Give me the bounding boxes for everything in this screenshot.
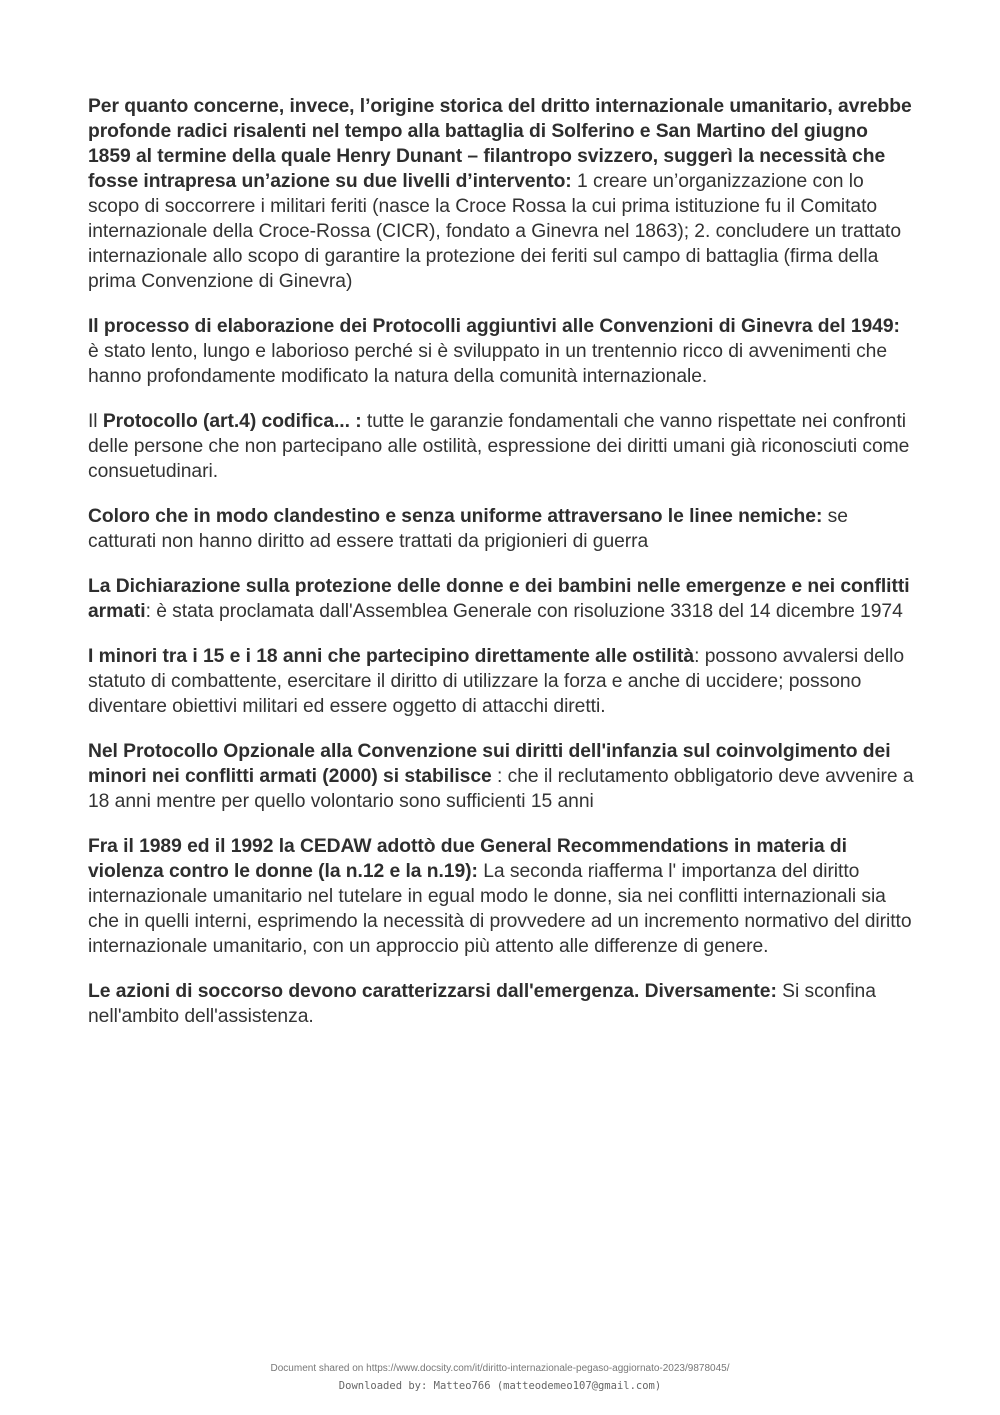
paragraph-text: è stato lento, lungo e laborioso perché si è sviluppato in un trentennio ricco di avvenimenti che hanno profondamente modificato la natura della comunità internazionale. — [88, 341, 888, 387]
paragraph-heading: Coloro che in modo clandestino e senza uniforme attraversano le linee nemiche: — [88, 506, 823, 527]
paragraph-text: : che il reclutamento obbligatorio deve avvenire a 18 anni mentre per quello volontario sono sufficienti 15 anni — [88, 766, 914, 812]
paragraph-azioni-soccorso — [88, 979, 914, 1029]
footer-shared-link[interactable]: Document shared on https://www.docsity.com/it/diritto-internazionale-pegaso-aggiornato-2023/9878045/ — [270, 1363, 730, 1374]
paragraph-heading: Il processo di elaborazione dei Protocolli aggiuntivi alle Convenzioni di Ginevra del 1949: — [88, 316, 900, 337]
paragraph-cedaw — [88, 834, 914, 959]
paragraph-text: Si sconfina nell'ambito dell'assistenza. — [88, 981, 876, 1027]
paragraph-heading: Per quanto concerne, invece, l’origine storica del dritto internazionale umanitario, avrebbe profonde radici risalenti nel tempo alla battaglia di Solferino e San Martino del giugno 1859 al termine della quale Henry Dunant – filantropo svizzero, suggerì la necessità che fosse intrapresa un’azione su due livelli d’intervento: — [88, 96, 912, 192]
paragraph-text: 1 creare un’organizzazione con lo scopo di soccorrere i militari feriti (nasce la Croce Rossa la cui prima istituzione fu il Comitato internazionale della Croce-Rossa (CICR), fondato a Ginevra nel 1863); 2. concludere un trattato internazionale allo scopo di garantire la protezione dei feriti sul campo di battaglia (firma della prima Convenzione di Ginevra) — [88, 171, 902, 292]
paragraph-heading: La Dichiarazione sulla protezione delle donne e dei bambini nelle emergenze e nei conflitti armati — [88, 576, 910, 622]
paragraph-heading: Nel Protocollo Opzionale alla Convenzione sui diritti dell'infanzia sul coinvolgimento dei minori nei conflitti armati (2000) si stabilisce — [88, 741, 891, 787]
paragraph-linee-nemiche — [88, 504, 914, 554]
paragraph-dichiarazione-donne-bambini — [88, 574, 914, 624]
paragraph-text: : possono avvalersi dello statuto di combattente, esercitare il diritto di utilizzare la forza e anche di uccidere; possono diventare obiettivi militari ed essere oggetto di attacchi diretti. — [88, 646, 904, 717]
footer-downloaded-by: Downloaded by: Matteo766 (matteodemeo107@gmail.com) — [338, 1380, 662, 1392]
document-body — [88, 94, 914, 1049]
paragraph-prefix: Il — [88, 411, 103, 432]
paragraph-protocollo-opzionale — [88, 739, 914, 814]
paragraph-heading: Le azioni di soccorso devono caratterizzarsi dall'emergenza. Diversamente: — [88, 981, 777, 1002]
paragraph-protocolli-aggiuntivi — [88, 314, 914, 389]
paragraph-text: : è stata proclamata dall'Assemblea Generale con risoluzione 3318 del 14 dicembre 1974 — [145, 601, 903, 622]
paragraph-protocollo-art4 — [88, 409, 914, 484]
paragraph-heading: Fra il 1989 ed il 1992 la CEDAW adottò due General Recommendations in materia di violenza contro le donne (la n.12 e la n.19): — [88, 836, 847, 882]
paragraph-text: tutte le garanzie fondamentali che vanno rispettate nei confronti delle persone che non partecipano alle ostilità, espressione dei diritti umani già riconosciuti come consuetudinari. — [88, 411, 910, 482]
paragraph-text: La seconda riafferma l' importanza del diritto internazionale umanitario nel tutelare in egual modo le donne, sia nei conflitti internazionali sia che in quelli interni, esprimendo la necessità di provvedere ad un incremento normativo del diritto internazionale umanitario, con un approccio più attento alle differenze di genere. — [88, 861, 912, 957]
paragraph-origine-storica — [88, 94, 914, 294]
paragraph-minori-15-18 — [88, 644, 914, 719]
paragraph-text: se catturati non hanno diritto ad essere trattati da prigionieri di guerra — [88, 506, 848, 552]
paragraph-heading: I minori tra i 15 e i 18 anni che partecipino direttamente alle ostilità — [88, 646, 695, 667]
paragraph-heading: Protocollo (art.4) codifica... : — [102, 411, 362, 432]
